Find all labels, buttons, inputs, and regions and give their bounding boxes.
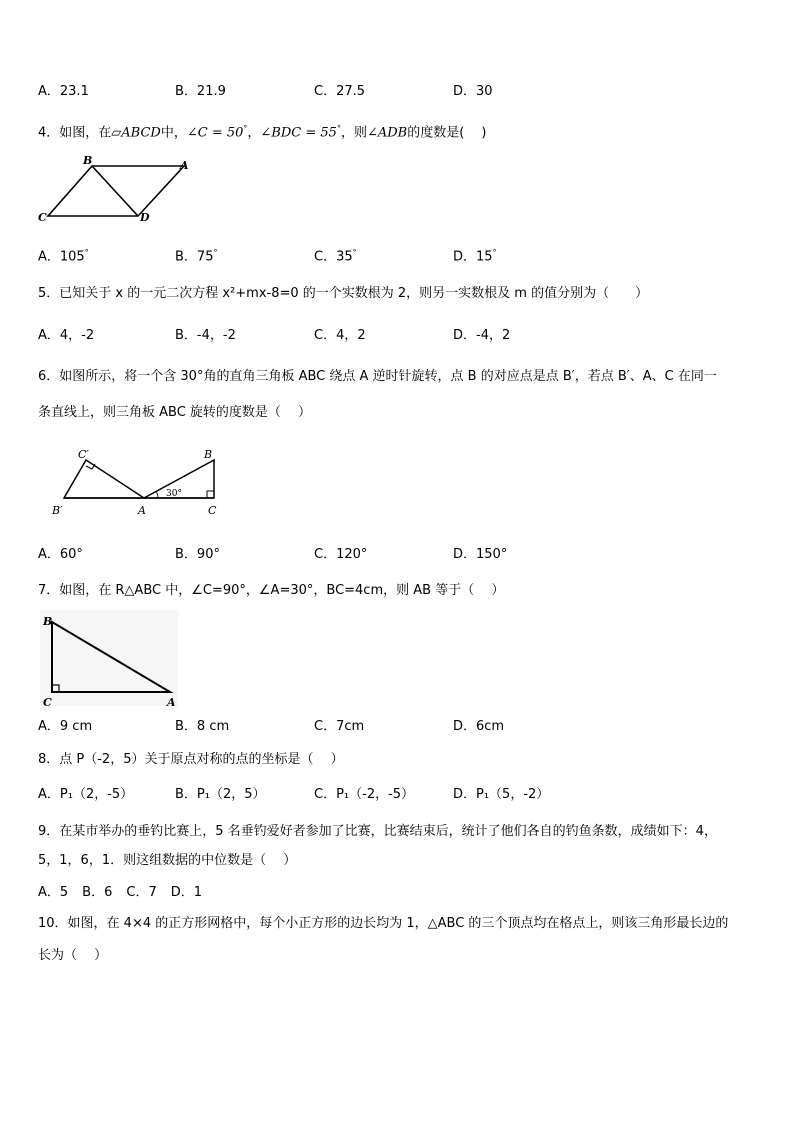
q4-label-d: D — [140, 211, 150, 224]
q9-options-row — [38, 884, 202, 902]
q9-option-a: A．5 — [38, 885, 69, 900]
q3-option-d: D．30 — [453, 84, 493, 99]
q4-option-a-text: A．105 — [38, 249, 85, 265]
q6-angle-arc — [156, 491, 158, 498]
degree-mark: ° — [336, 124, 341, 133]
q5-option-d: D．-4，2 — [453, 328, 511, 343]
q4-separator: ， — [247, 125, 261, 141]
q4-suffix: 的度数是( ) — [407, 125, 487, 141]
q7-option-a: A．9 cm — [38, 719, 93, 734]
parallelogram-symbol-icon: ▱ — [111, 125, 122, 141]
q9-question-line2: 5，1，6，1．则这组数据的中位数是（ ） — [38, 853, 297, 868]
q4-option-c — [314, 244, 357, 266]
q6-label-b: B — [204, 448, 213, 461]
q7-option-d: D．6cm — [453, 719, 505, 734]
q4-label-c: C — [38, 211, 47, 224]
q6-label-c: C — [208, 504, 217, 517]
q4-option-d — [453, 244, 497, 266]
degree-mark: ° — [492, 248, 497, 257]
q3-option-a: A．23.1 — [38, 84, 89, 99]
q10-question-line1: 10．如图，在 4×4 的正方形网格中，每个小正方形的边长均为 1，△ABC 的三个顶点均在格点上，则该三角形最长边的 — [38, 916, 729, 931]
q6-right-angle-mark-c — [207, 491, 214, 498]
degree-mark: ° — [84, 248, 89, 257]
q4-option-b — [175, 244, 217, 266]
q7-right-triangle-figure — [38, 608, 183, 710]
q4-option-b-text: B．75 — [175, 249, 214, 265]
q4-option-a — [38, 244, 89, 266]
q6-label-c-prime: C′ — [78, 448, 89, 461]
q3-option-b: B．21.9 — [175, 84, 226, 99]
q6-label-a: A — [138, 504, 146, 517]
q6-question-line1: 6．如图所示，将一个含 30°角的直角三角板 ABC 绕点 A 逆时针旋转，点 B 的对应点是点 B′，若点 B′、A、C 在同一 — [38, 369, 717, 384]
q10-question-line2: 长为（ ） — [38, 948, 108, 963]
q4-question — [38, 120, 487, 142]
q9-question-line1: 9．在某市举办的垂钓比赛上，5 名垂钓爱好者参加了比赛，比赛结束后，统计了他们各自的钓鱼条数，成绩如下：4， — [38, 824, 717, 839]
degree-mark: ° — [213, 248, 218, 257]
q4-angle-bdc: ∠BDC = 55 — [260, 125, 337, 141]
q6-question-line2: 条直线上，则三角板 ABC 旋转的度数是（ ） — [38, 405, 312, 420]
q6-option-d: D．150° — [453, 547, 508, 562]
q6-label-b-prime: B′ — [52, 504, 63, 517]
q6-angle-label: 30° — [166, 489, 182, 499]
q9-option-b: B．6 — [82, 885, 113, 900]
q4-angle-c: ∠C = 50 — [186, 125, 244, 141]
q4-shape-name: ABCD — [121, 125, 161, 141]
q4-angle-adb: ∠ADB — [366, 125, 408, 141]
q4-mid2: ，则 — [340, 125, 367, 141]
q7-option-b: B．8 cm — [175, 719, 230, 734]
q4-diagonal-bd — [92, 166, 138, 216]
q7-question: 7．如图，在 R△ABC 中，∠C=90°，∠A=30°，BC=4cm，则 AB 等于（ ） — [38, 583, 505, 598]
q8-option-d: D．P₁（5，-2） — [453, 787, 550, 802]
q5-option-a: A．4，-2 — [38, 328, 95, 343]
q6-option-a: A．60° — [38, 547, 83, 562]
q8-option-b: B．P₁（2，5） — [175, 787, 266, 802]
q6-option-b: B．90° — [175, 547, 220, 562]
q7-label-a: A — [167, 696, 176, 709]
q4-parallelogram-figure — [36, 152, 196, 224]
q5-question: 5．已知关于 x 的一元二次方程 x²+mx-8=0 的一个实数根为 2，则另一实数根及 m 的值分别为（ ） — [38, 286, 649, 301]
q6-option-c: C．120° — [314, 547, 368, 562]
q5-option-c: C．4，2 — [314, 328, 366, 343]
q3-option-c: C．27.5 — [314, 84, 366, 99]
q4-label-b: B — [83, 154, 93, 167]
q7-option-c: C．7cm — [314, 719, 365, 734]
q6-triangle-rotated — [64, 460, 144, 498]
q4-option-c-text: C．35 — [314, 249, 353, 265]
q9-option-c: C．7 — [126, 885, 157, 900]
degree-mark: ° — [352, 248, 357, 257]
degree-mark: ° — [243, 124, 248, 133]
q9-option-d: D．1 — [170, 885, 203, 900]
q4-option-d-text: D．15 — [453, 249, 493, 265]
q8-option-c: C．P₁（-2，-5） — [314, 787, 415, 802]
q4-label-a: A — [180, 159, 189, 172]
q4-prefix: 4．如图，在 — [38, 125, 112, 141]
q8-option-a: A．P₁（2，-5） — [38, 787, 134, 802]
q7-label-c: C — [43, 696, 52, 709]
q5-option-b: B．-4，-2 — [175, 328, 236, 343]
q6-rotated-triangle-figure — [48, 446, 228, 518]
q8-question: 8．点 P（-2，5）关于原点对称的点的坐标是（ ） — [38, 752, 344, 767]
q7-label-b: B — [43, 615, 53, 628]
q4-mid1: 中， — [160, 125, 187, 141]
